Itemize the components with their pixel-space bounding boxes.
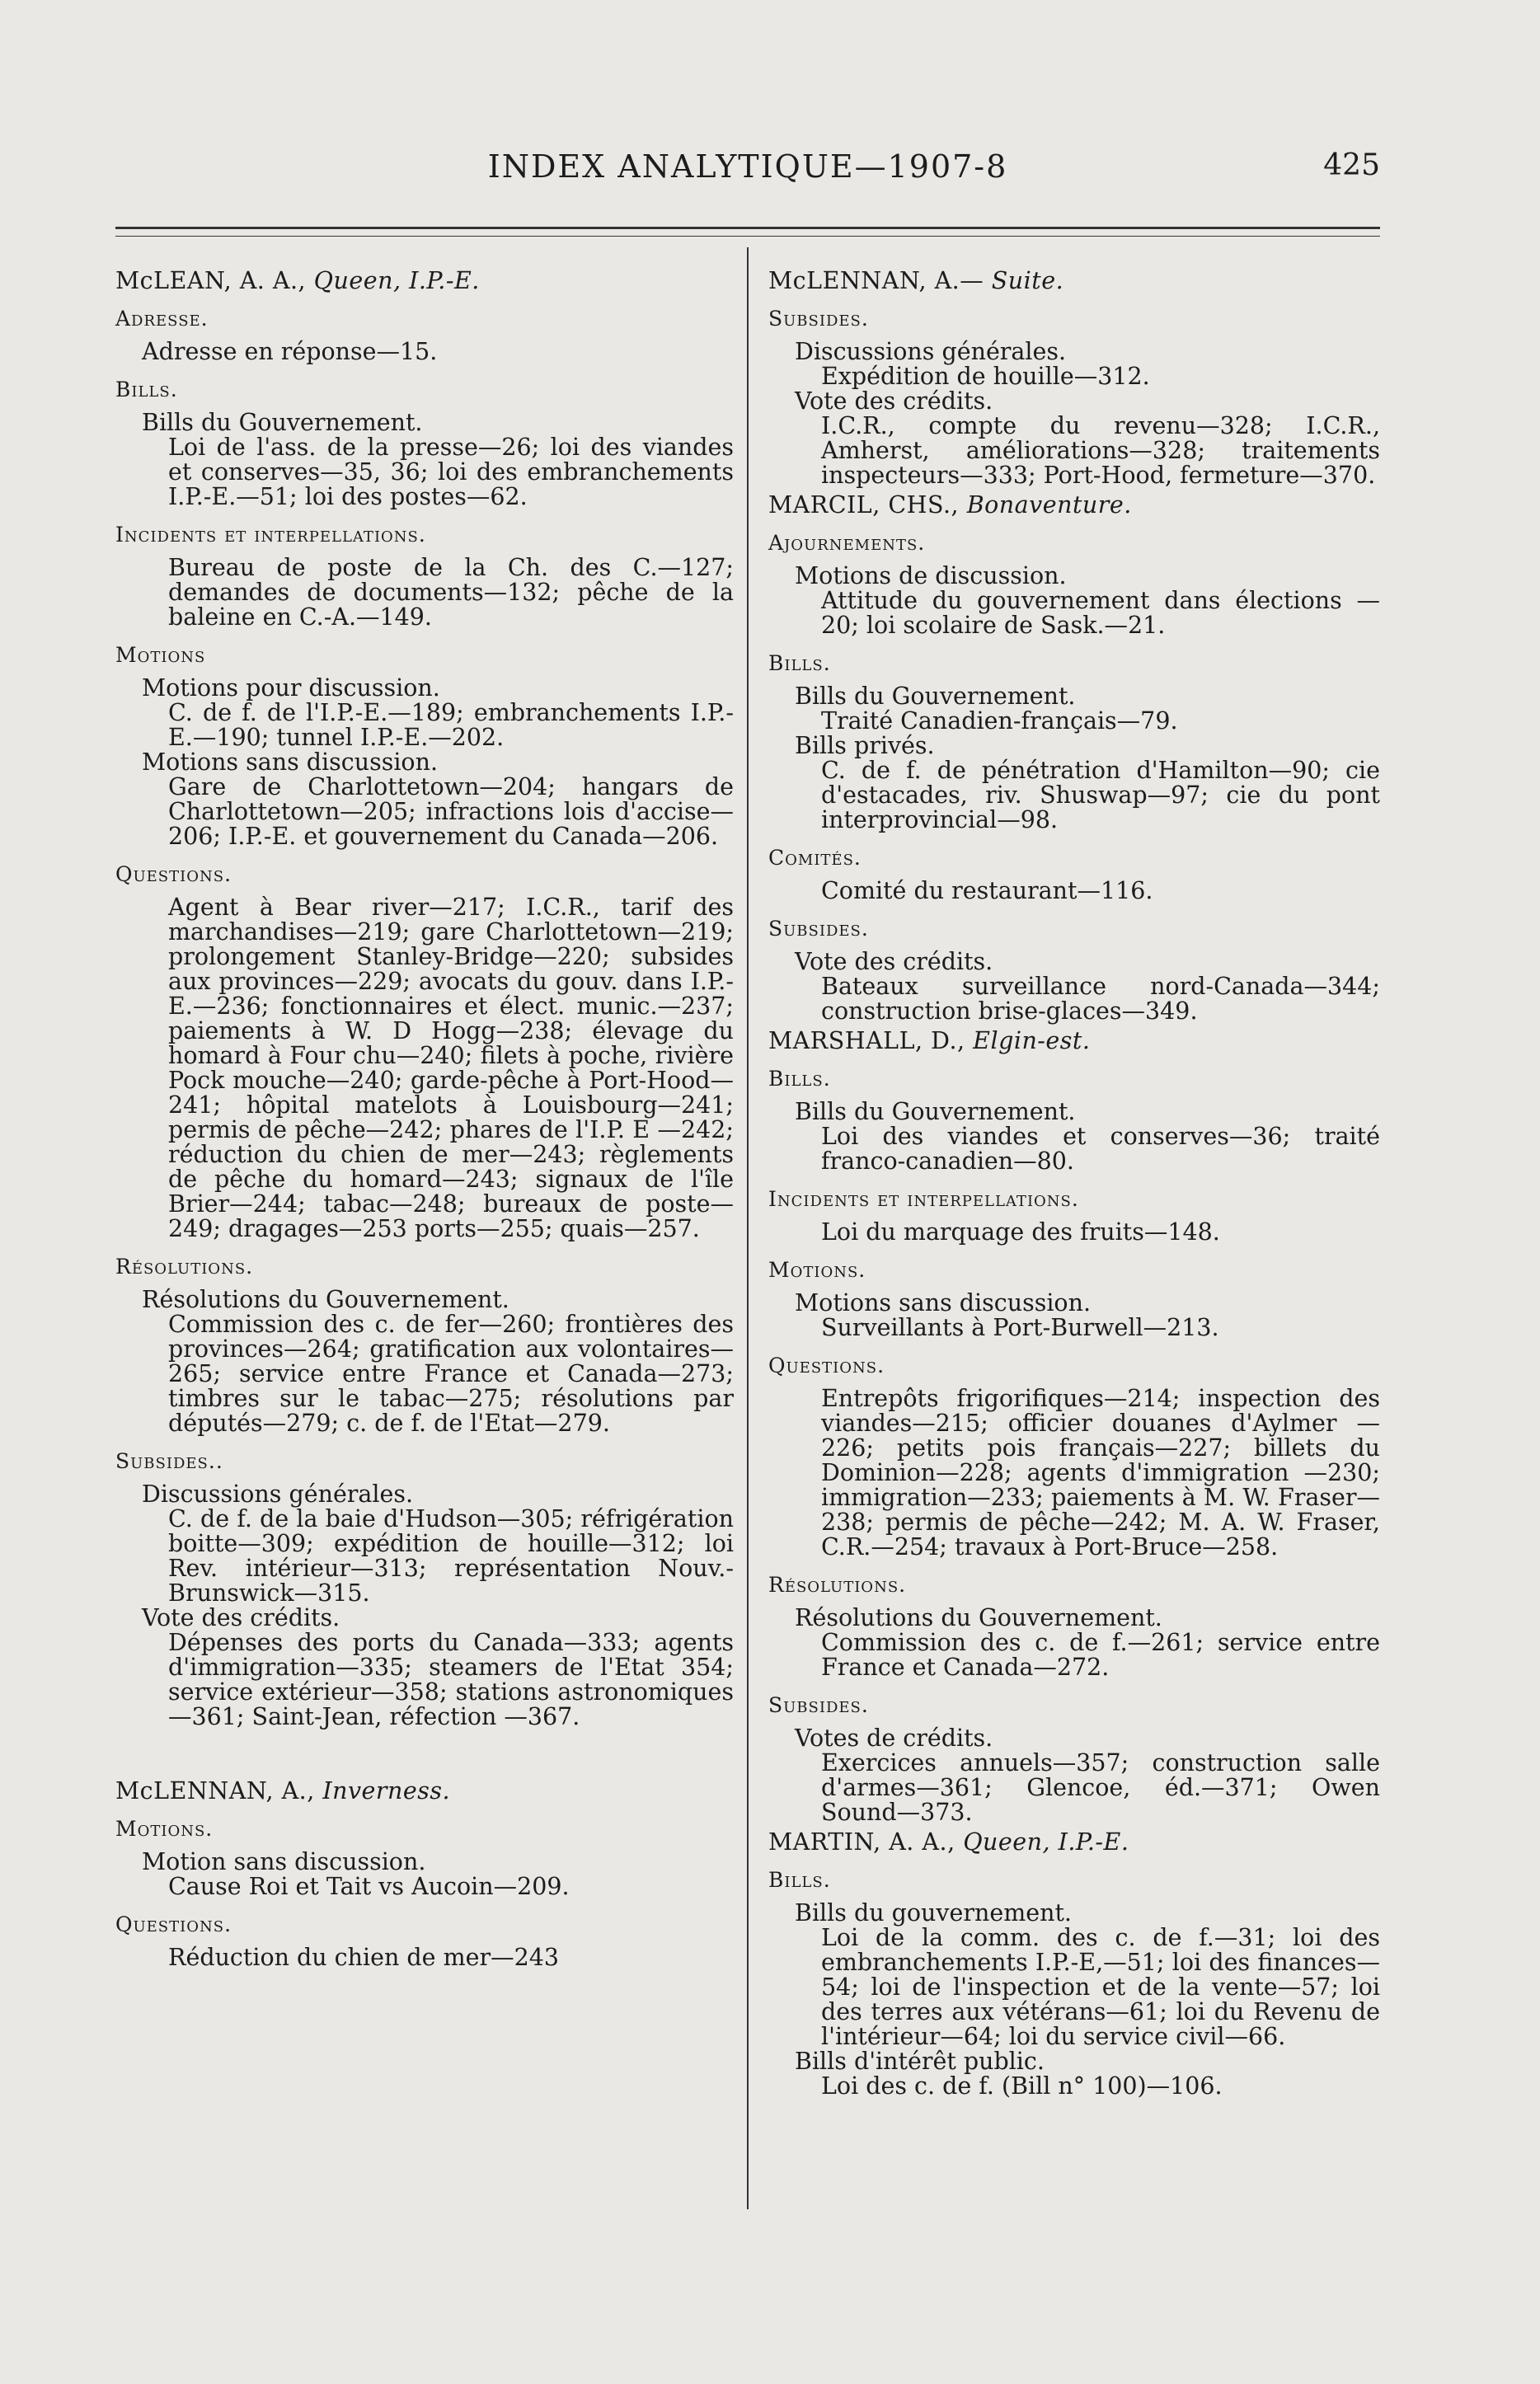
group-label: Motions de discussion. [795, 562, 1067, 589]
group-label: Votes de crédits. [795, 1725, 993, 1752]
index-item: C. de f. de la baie d'Hudson—305; réfrigération boitte—309; expédition de houille—312; loi Rev. intérieur—313; représentation Nouv.-Brunswick—315. [168, 1505, 734, 1607]
entry-riding: Elgin-est. [973, 1027, 1091, 1054]
header-rule-thin [115, 236, 1380, 237]
entry-name: MARSHALL, D., [768, 1027, 965, 1054]
section-title: Motions. [115, 1817, 214, 1841]
entry-name: McLENNAN, A., [115, 1777, 315, 1804]
index-item: C. de f. de pénétration d'Hamilton—90; cie d'estacades, riv. Shuswap—97; cie du pont interprovincial—98. [821, 757, 1380, 833]
entry-name: McLEAN, A. A., [115, 267, 307, 294]
left-column [115, 264, 734, 1975]
section-title: Subsides.. [115, 1449, 223, 1473]
section-title: Bills. [768, 651, 831, 675]
index-item: Exercices annuels—357; construction salle d'armes—361; Glencoe, éd.—371; Owen Sound—373. [821, 1749, 1380, 1826]
index-item: Gare de Charlottetown—204; hangars de Charlottetown—205; infractions lois d'accise—206; I.P.-E. et gouvernement du Canada—206. [168, 773, 734, 850]
group-label: Bills du Gouvernement. [142, 409, 423, 436]
index-item: Bateaux surveillance nord-Canada—344; construction brise-glaces—349. [821, 973, 1380, 1025]
entry-riding: Queen, I.P.-E. [313, 267, 480, 294]
entry-riding: Inverness. [322, 1777, 451, 1804]
group-label: Adresse en réponse—15. [142, 338, 438, 365]
index-item: Loi des c. de f. (Bill n° 100)—106. [821, 2072, 1223, 2100]
section-title: Questions. [115, 862, 232, 886]
section-title: Subsides. [768, 917, 869, 941]
index-item: Comité du restaurant—116. [821, 877, 1153, 904]
section-title: Ajournements. [768, 531, 926, 555]
index-entry [115, 269, 734, 1729]
index-item: Entrepôts frigorifiques—214; inspection des viandes—215; officier douanes d'Aylmer —226; petits pois français—227; billets du Dominion—228; agents d'immigration —230; immigration—233; paiements à M. W. Fraser—238; permis de pêche—242; M. A. W. Fraser, C.R.—254; travaux à Port-Bruce—258. [821, 1385, 1380, 1560]
page-number: 425 [1323, 148, 1380, 182]
index-item: I.C.R., compte du revenu—328; I.C.R., Amherst, améliorations—328; traitements inspecteurs—333; Port-Hood, fermeture—370. [821, 412, 1380, 489]
header-rule [115, 227, 1380, 229]
index-entry [768, 1029, 1380, 1825]
index-item: Traité Canadien-français—79. [821, 707, 1178, 734]
section-title: Motions [115, 643, 206, 667]
index-entry [768, 1830, 1380, 2099]
page-title: INDEX ANALYTIQUE—1907-8 [487, 148, 1008, 185]
entry-name: MARCIL, CHS., [768, 491, 960, 519]
section-title: Incidents et interpellations. [115, 523, 426, 547]
group-label: Bills du Gouvernement. [795, 1098, 1076, 1125]
index-item: Loi de l'ass. de la presse—26; loi des viandes et conserves—35, 36; loi des embranchements I.P.-E.—51; loi des postes—62. [168, 434, 734, 510]
entry-heading [115, 1779, 734, 1804]
index-item: Dépenses des ports du Canada—333; agents d'immigration—335; steamers de l'Etat 354; service extérieur—358; stations astronomiques—361; Saint-Jean, réfection —367. [168, 1629, 734, 1730]
section-title: Motions. [768, 1258, 866, 1282]
index-item: Cause Roi et Tait vs Aucoin—209. [168, 1873, 570, 1900]
group-label: Motion sans discussion. [142, 1848, 426, 1875]
index-item: Loi du marquage des fruits—148. [821, 1218, 1220, 1246]
right-column [768, 264, 1380, 2104]
group-label: Bills d'intérêt public. [795, 2048, 1045, 2075]
section-title: Adresse. [115, 307, 209, 331]
group-label: Motions sans discussion. [142, 749, 439, 776]
index-entry [768, 269, 1380, 488]
section-title: Questions. [115, 1912, 232, 1936]
entry-name: McLENNAN, A.— [768, 267, 984, 294]
index-entry [768, 493, 1380, 1024]
index-item: Agent à Bear river—217; I.C.R., tarif des marchandises—219; gare Charlottetown—219; prolongement Stanley-Bridge—220; subsides aux provinces—229; avocats du gouv. dans I.P.-E.—236; fonctionnaires et élect. munic.—237; paiements à W. D Hogg—238; élevage du homard à Four chu—240; filets à poche, rivière Pock mouche—240; garde-pêche à Port-Hood—241; hôpital matelots à Louisbourg—241; permis de pêche—242; phares de l'I.P. E —242; réduction du chien de mer—243; règlements de pêche du homard—243; signaux de l'île Brier—244; tabac—248; bureaux de poste—249; dragages—253 ports—255; quais—257. [168, 894, 734, 1242]
index-item: Surveillants à Port-Burwell—213. [821, 1314, 1219, 1341]
group-label: Bills du gouvernement. [795, 1899, 1072, 1926]
section-title: Résolutions. [768, 1573, 907, 1597]
entry-heading [115, 269, 734, 293]
index-item: Attitude du gouvernement dans élections —20; loi scolaire de Sask.—21. [821, 587, 1380, 639]
group-label: Bills du Gouvernement. [795, 683, 1076, 710]
index-item: Expédition de houille—312. [821, 363, 1150, 390]
index-item: Commission des c. de f.—261; service entre France et Canada—272. [821, 1629, 1380, 1681]
index-item: Loi de la comm. des c. de f.—31; loi des embranchements I.P.-E,—51; loi des finances—54; loi de l'inspection et de la vente—57; loi des terres aux vétérans—61; loi du Revenu de l'intérieur—64; loi du service civil—66. [821, 1924, 1380, 2050]
index-item: Loi des viandes et conserves—36; traité franco-canadien—80. [821, 1123, 1380, 1175]
section-title: Bills. [115, 378, 178, 401]
group-label: Bills privés. [795, 732, 935, 759]
entry-riding: Bonaventure. [966, 491, 1132, 519]
group-label: Vote des crédits. [142, 1604, 340, 1631]
index-item: Commission des c. de fer—260; frontières des provinces—264; gratification aux volontaires—265; service entre France et Canada—273; timbres sur le tabac—275; résolutions par députés—279; c. de f. de l'Etat—279. [168, 1311, 734, 1437]
section-title: Résolutions. [115, 1255, 254, 1279]
column-divider [747, 247, 749, 2209]
group-label: Résolutions du Gouvernement. [795, 1604, 1162, 1631]
group-label: Motions sans discussion. [795, 1289, 1092, 1316]
entry-heading [768, 1029, 1380, 1054]
group-label: Résolutions du Gouvernement. [142, 1286, 509, 1313]
index-entry [115, 1779, 734, 1970]
group-label: Motions pour discussion. [142, 674, 440, 702]
group-label: Discussions générales. [142, 1481, 414, 1508]
index-item: C. de f. de l'I.P.-E.—189; embranchements I.P.-E.—190; tunnel I.P.-E.—202. [168, 699, 734, 751]
entry-riding: Queen, I.P.-E. [963, 1828, 1129, 1856]
section-title: Subsides. [768, 1693, 869, 1717]
entry-riding: Suite. [991, 267, 1064, 294]
entry-heading [768, 1830, 1380, 1855]
group-label: Vote des crédits. [795, 387, 993, 415]
index-item: Bureau de poste de la Ch. des C.—127; demandes de documents—132; pêche de la baleine en C.-A.—149. [168, 554, 734, 631]
entry-heading [768, 269, 1380, 293]
entry-heading [768, 493, 1380, 518]
entry-name: MARTIN, A. A., [768, 1828, 955, 1856]
group-label: Discussions générales. [795, 338, 1067, 365]
page-header [115, 148, 1380, 198]
section-title: Comités. [768, 846, 862, 870]
group-label: Vote des crédits. [795, 948, 993, 975]
section-title: Questions. [768, 1354, 885, 1377]
section-title: Subsides. [768, 307, 869, 331]
section-title: Incidents et interpellations. [768, 1187, 1079, 1211]
section-title: Bills. [768, 1067, 831, 1091]
index-item: Réduction du chien de mer—243 [168, 1944, 559, 1971]
section-title: Bills. [768, 1868, 831, 1892]
